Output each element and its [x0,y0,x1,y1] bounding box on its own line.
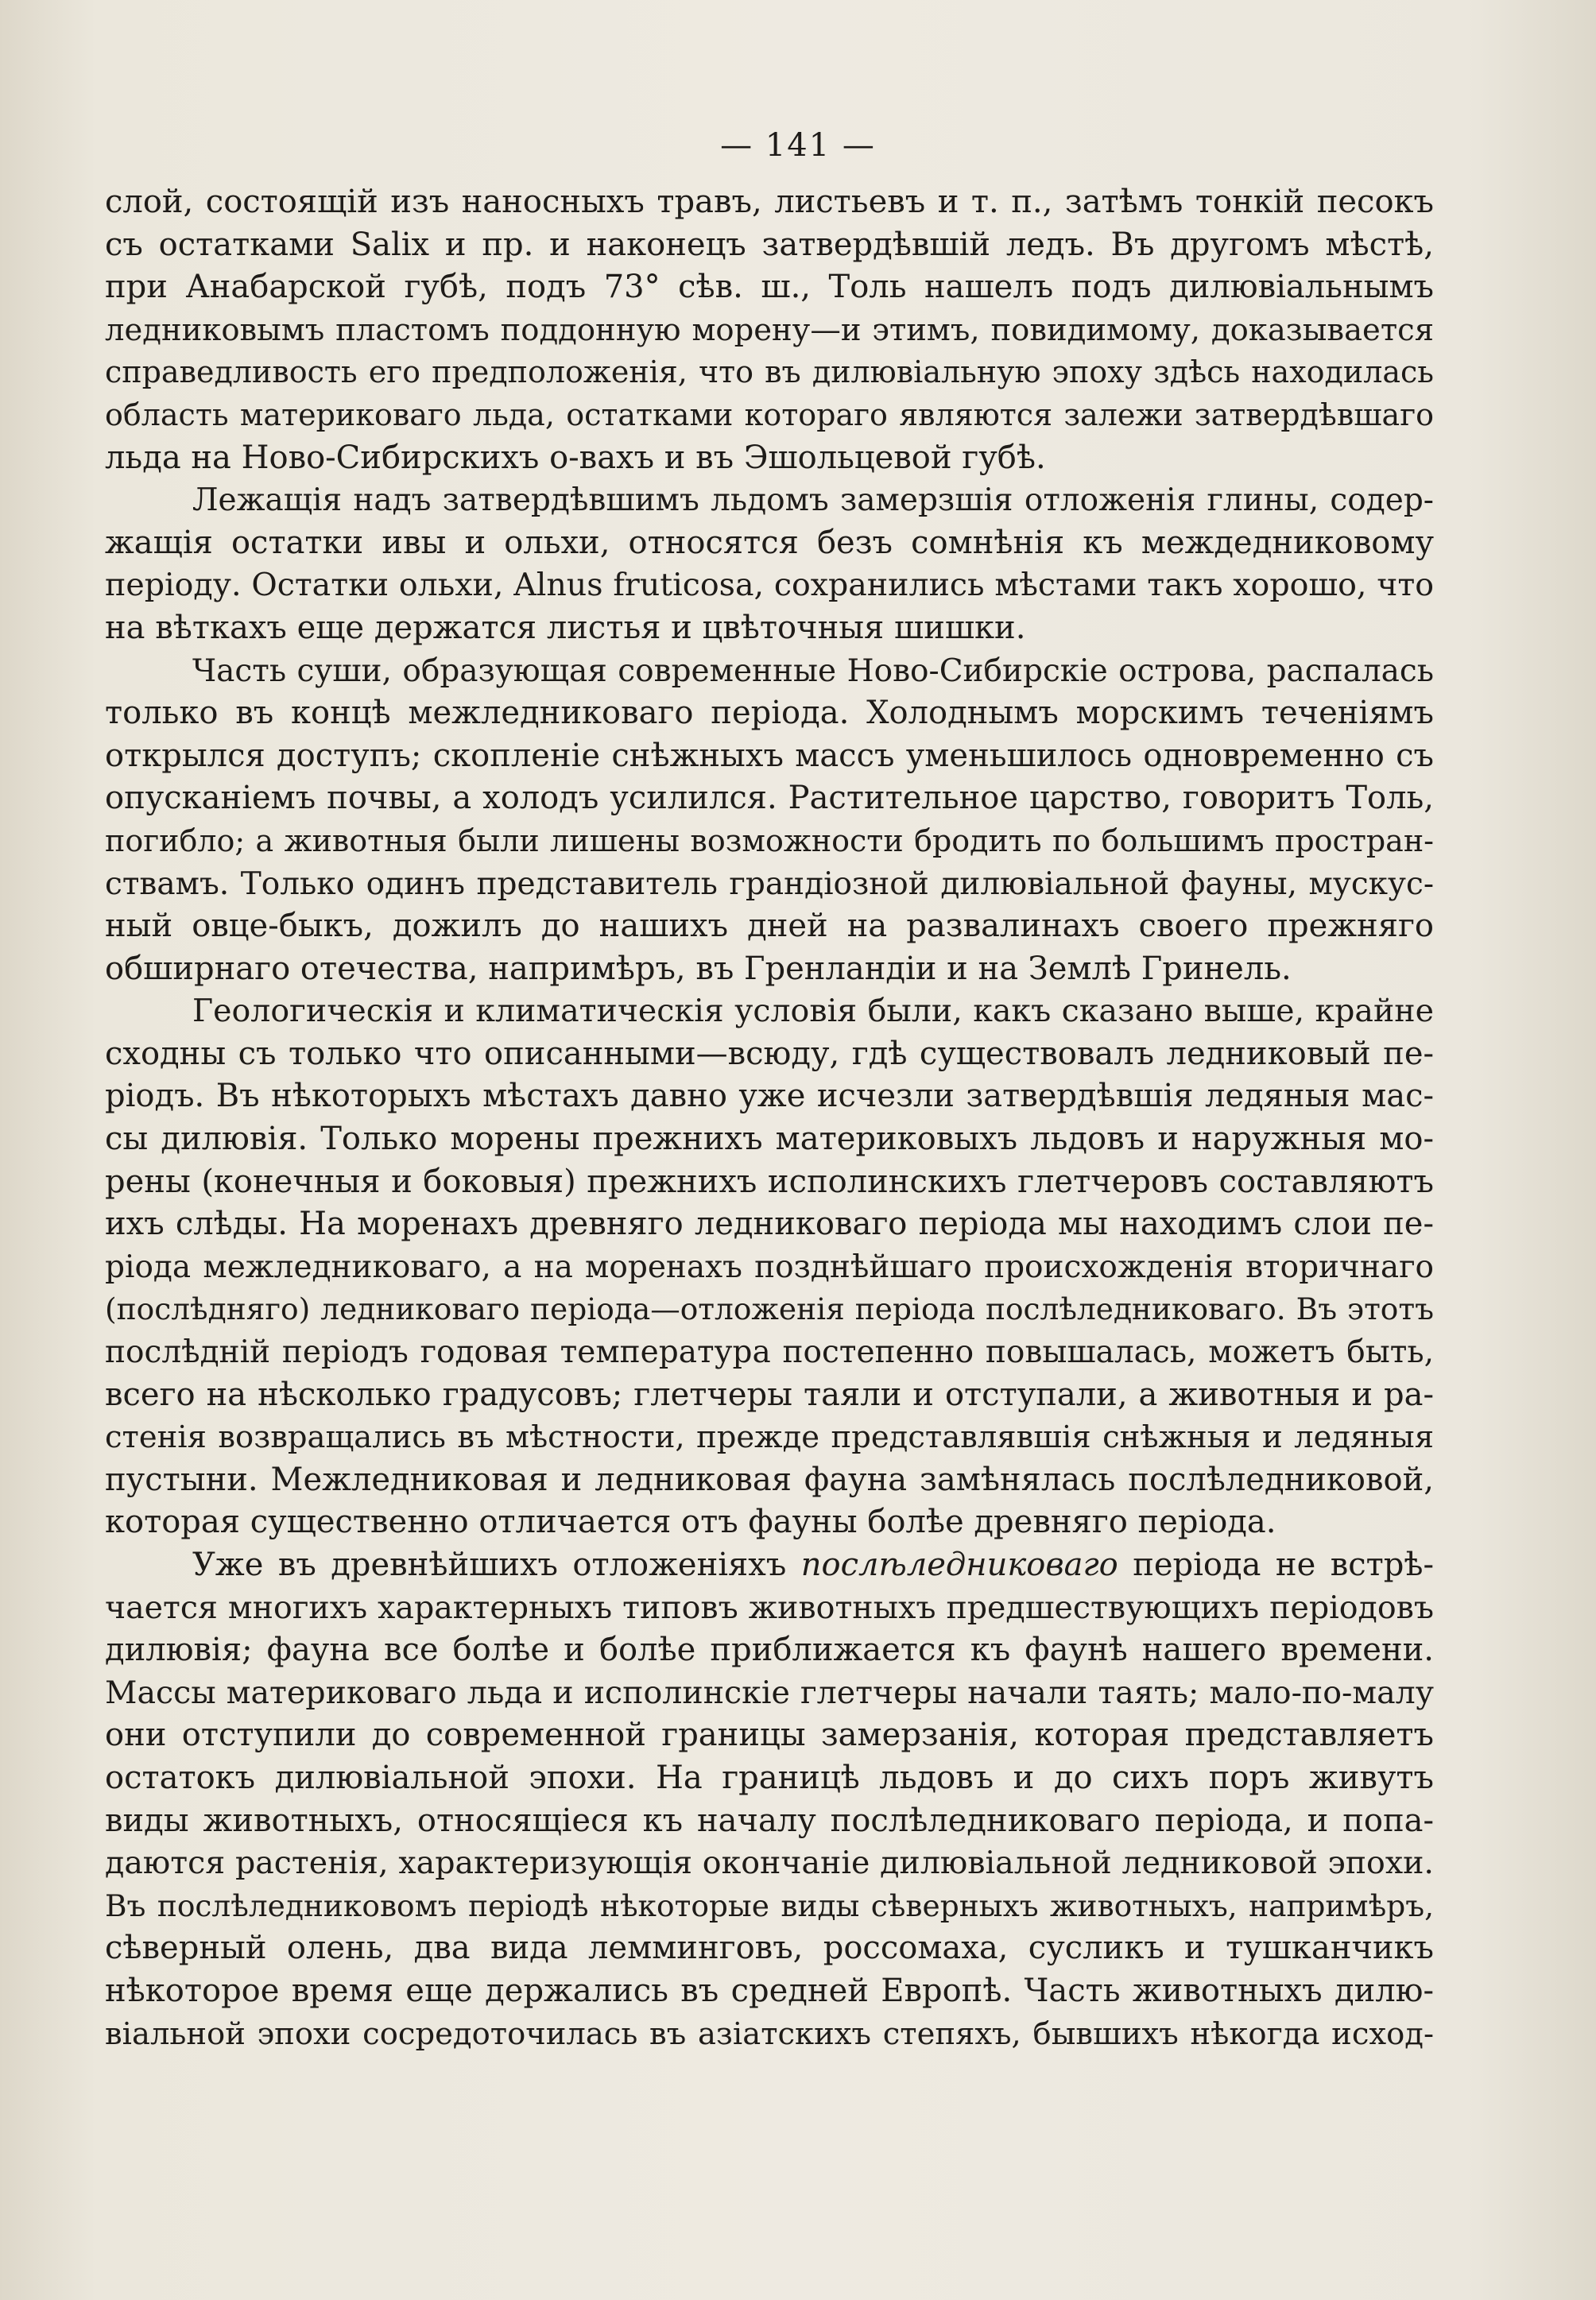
text-line: остатокъ дилювіальной эпохи. На границѣ льдовъ и до сихъ поръ живутъ [105,1759,1434,1796]
text-line: льда на Ново-Сибирскихъ о-вахъ и въ Эшольцевой губѣ. [105,439,1046,476]
text-line: ный овце-быкъ, дожилъ до нашихъ дней на развалинахъ своего прежняго [105,908,1434,945]
text-line: чается многихъ характерныхъ типовъ животныхъ предшествующихъ періодовъ [105,1589,1434,1626]
text-line: дилювія; фауна все болѣе и болѣе приближается къ фаунѣ нашего времени. [105,1632,1434,1669]
text-line: обширнаго отечества, напримѣръ, въ Гренландіи и на Землѣ Гринель. [105,950,1292,987]
text-line: погибло; а животныя были лишены возможности бродить по большимъ простран- [105,823,1434,858]
text-line: рены (конечныя и боковыя) прежнихъ исполинскихъ глетчеровъ составляютъ [105,1163,1434,1200]
text-line: Лежащія надъ затвердѣвшимъ льдомъ замерзшія отложенія глины, содер- [192,482,1434,519]
text-line: Уже въ древнѣйшихъ отложеніяхъ послѣледниковаго періода не встрѣ- [192,1547,1435,1583]
text-line: они отступили до современной границы замерзанія, которая представляетъ [105,1717,1434,1754]
text-line: съ остатками Salix и пр. и наконецъ затвердѣвшій ледъ. Въ другомъ мѣстѣ, [105,226,1434,263]
text-line: пустыни. Межледниковая и ледниковая фауна замѣнялась послѣледниковой, [105,1461,1434,1498]
text-line: нѣкоторое время еще держались въ средней Европѣ. Часть животныхъ дилю- [105,1972,1434,2009]
text-line: Геологическія и климатическія условія были, какъ сказано выше, крайне [192,993,1434,1030]
text-line: только въ концѣ межледниковаго періода. Холоднымъ морскимъ теченіямъ [105,695,1434,732]
text-line: которая существенно отличается отъ фауны болѣе древняго періода. [105,1504,1276,1541]
text-line: сѣверный олень, два вида лемминговъ, россомаха, сусликъ и тушканчикъ [105,1930,1434,1967]
text-line: открылся доступъ; скопленіе снѣжныхъ массъ уменьшилось одновременно съ [105,737,1434,774]
text-line: всего на нѣсколько градусовъ; глетчеры таяли и отступали, а животныя и ра- [105,1376,1434,1413]
text-line: ледниковымъ пластомъ поддонную морену—и этимъ, повидимому, доказывается [105,312,1434,348]
text-line: стенія возвращались въ мѣстности, прежде представлявшія снѣжныя и ледяныя [105,1419,1434,1456]
text-line: виды животныхъ, относящіеся къ началу послѣледниковаго періода, и попа- [105,1802,1434,1839]
text-line: ріодъ. Въ нѣкоторыхъ мѣстахъ давно уже исчезли затвердѣвшія ледяныя мас- [105,1078,1434,1115]
text-line: ихъ слѣды. На моренахъ древняго ледниковаго періода мы находимъ слои пе- [105,1206,1434,1243]
text-line: Массы материковаго льда и исполинскіе глетчеры начали таять; мало-по-малу [105,1674,1434,1711]
text-line: послѣдній періодъ годовая температура постепенно повышалась, можетъ быть, [105,1334,1434,1371]
body-text [105,181,1434,2055]
text-line: Часть суши, образующая современные Ново-Сибирскіе острова, распалась [192,652,1434,689]
text-line: віальной эпохи сосредоточилась въ азіатскихъ степяхъ, бывшихъ нѣкогда исход- [105,2015,1434,2052]
text-line: ствамъ. Только одинъ представитель грандіозной дилювіальной фауны, мускус- [105,865,1434,902]
text-line: справедливость его предположенія, что въ дилювіальную эпоху здѣсь находилась [105,354,1434,390]
text-line: ріода межледниковаго, а на моренахъ позднѣйшаго происхожденія вторичнаго [105,1249,1434,1285]
text-line: на вѣткахъ еще держатся листья и цвѣточныя шишки. [105,609,1026,646]
text-line: слой, состоящій изъ наносныхъ травъ, листьевъ и т. п., затѣмъ тонкій песокъ [105,184,1434,220]
text-line: періоду. Остатки ольхи, Alnus fruticosa, сохранились мѣстами такъ хорошо, что [105,567,1434,604]
text-line: (послѣдняго) ледниковаго періода—отложенія періода послѣледниковаго. Въ этотъ [105,1291,1434,1327]
text-line: сходны съ только что описанными—всюду, гдѣ существовалъ ледниковый пе- [105,1035,1434,1072]
text-line: при Анабарской губѣ, подъ 73° сѣв. ш., Толь нашелъ подъ дилювіальнымъ [105,269,1434,306]
emphasized-term: послѣледниковаго [800,1547,1118,1583]
text-line: область материковаго льда, остатками котораго являются залежи затвердѣвшаго [105,397,1434,432]
text-line: жащія остатки ивы и ольхи, относятся безъ сомнѣнія къ междедниковому [105,524,1434,561]
text-line: даются растенія, характеризующія окончаніе дилювіальной ледниковой эпохи. [105,1845,1434,1882]
text-line: сы дилювія. Только морены прежнихъ материковыхъ льдовъ и наружныя мо- [105,1121,1434,1158]
text-line: Въ послѣледниковомъ періодѣ нѣкоторые виды сѣверныхъ животныхъ, напримѣръ, [105,1888,1434,1923]
page-number: — 141 — [720,127,876,164]
text-line: опусканіемъ почвы, а холодъ усилился. Растительное царство, говоритъ Толь, [105,780,1434,817]
